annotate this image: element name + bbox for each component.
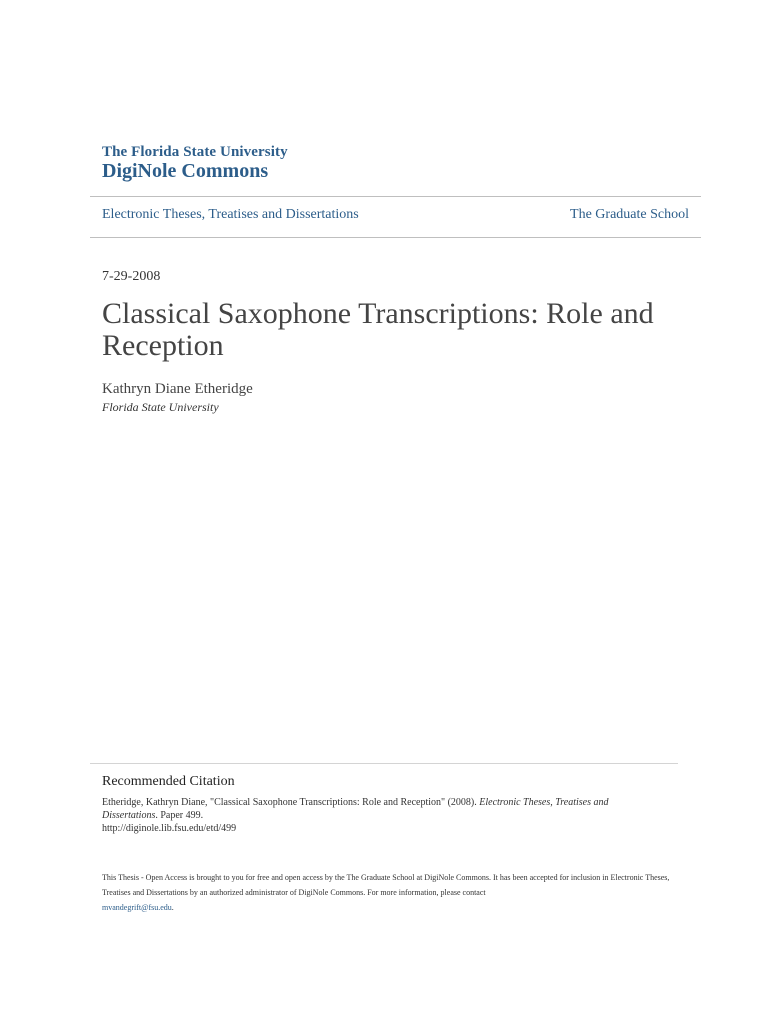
repository-name[interactable]: DigiNole Commons [102,160,269,182]
header-divider-bottom [90,237,701,238]
publication-date: 7-29-2008 [102,269,161,284]
citation-url[interactable]: http://diginole.lib.fsu.edu/etd/499 [102,823,237,834]
citation-text [102,796,642,835]
contact-email-link[interactable]: mvandegrift@fsu.edu [102,903,172,912]
author-affiliation: Florida State University [102,400,219,414]
access-notice [102,870,692,915]
citation-series: Electronic Theses, Treatises and Dissertations [102,797,609,821]
citation-paper: . Paper 499. [155,810,204,821]
access-notice-text: This Thesis - Open Access is brought to you for free and open access by the The Graduate School at DigiNole Commons. It has been accepted for inclusion in Electronic Theses, Treatises and Dissertations by an authorized administrator of DigiNole Commons. For more information, please contact [102,873,670,897]
collection-link[interactable]: Electronic Theses, Treatises and Dissertations [102,207,359,222]
citation-heading: Recommended Citation [102,774,235,789]
access-notice-end: . [171,903,174,912]
header-divider-top [90,196,701,197]
citation-main: Etheridge, Kathryn Diane, "Classical Saxophone Transcriptions: Role and Reception" (2008). [102,797,480,808]
school-link[interactable]: The Graduate School [570,207,689,222]
university-name: The Florida State University [102,144,288,160]
document-title: Classical Saxophone Transcriptions: Role and Reception [102,297,654,362]
citation-divider [90,763,678,764]
author-name: Kathryn Diane Etheridge [102,381,253,397]
